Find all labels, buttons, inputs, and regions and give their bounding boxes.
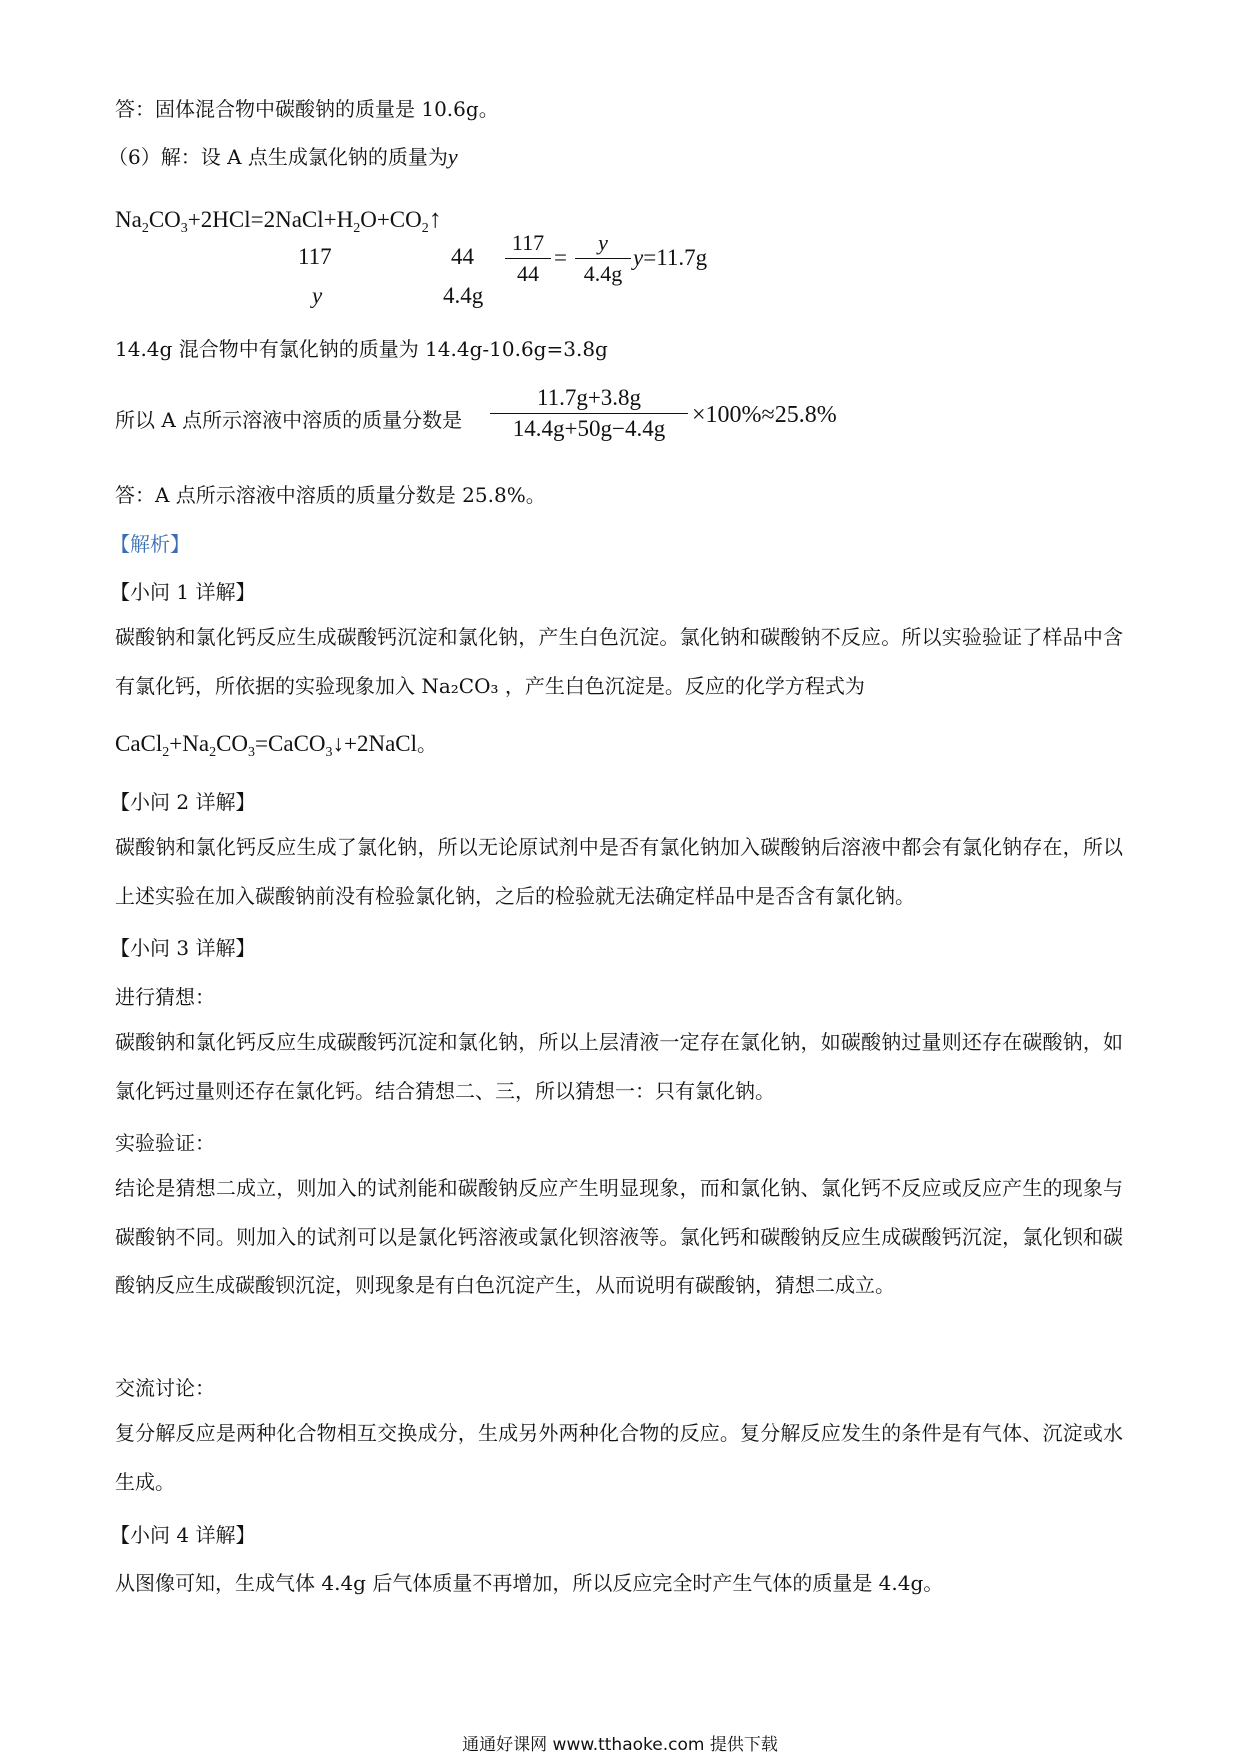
analysis-heading: 【解析】 [110,532,190,556]
ratio-equals: = [554,245,567,270]
answer-line-2: 答：A 点所示溶液中溶质的质量分数是 25.8%。 [115,483,546,507]
molar-mass-117: 117 [298,244,332,269]
equation-2: $CaCl_2+Na_2CO_3=CaCO_3↓+2NaCl$。 [115,731,438,760]
ratio-fraction-1: 117 44 [505,230,551,287]
subquestion-2-heading: 【小问 2 详解】 [110,790,256,814]
page-footer: 通通好课网 www.tthaoke.com 提供下载 [462,1735,778,1755]
nacl-in-mixture-line: 14.4g 混合物中有氯化钠的质量为 14.4g-10.6g=3.8g [115,337,608,361]
subquestion-1-paragraph: 碳酸钠和氯化钙反应生成碳酸钙沉淀和氯化钠，产生白色沉淀。氯化钠和碳酸钠不反应。所以实验验证了样品中含有氯化钙，所依据的实验现象加入 Na₂CO₃ ，产生白色沉淀是。反应的化学方程式为 [115,625,1123,698]
mass-fraction-result: ×100%≈25.8% [692,402,837,428]
mass-fraction-expression: 11.7g+3.8g 14.4g+50g−4.4g [490,385,688,442]
discussion-label: 交流讨论： [115,1376,215,1400]
question-6-variable: y [447,144,458,169]
subquestion-4-paragraph: 从图像可知，生成气体 4.4g 后气体质量不再增加，所以反应完全时产生气体的质量是 4.4g。 [115,1571,944,1595]
hypothesis-paragraph: 碳酸钠和氯化钙反应生成碳酸钙沉淀和氯化钠，所以上层清液一定存在氯化钠，如碳酸钠过量则还存在碳酸钠，如氯化钙过量则还存在氯化钙。结合猜想二、三，所以猜想一：只有氯化钠。 [115,1030,1123,1103]
molar-mass-44: 44 [451,244,474,269]
subquestion-1-heading: 【小问 1 详解】 [110,580,256,604]
question-6-text: （6）解：设 A 点生成氯化钠的质量为 [108,145,448,169]
unknown-y: y [312,283,323,308]
question-6-line [108,141,458,170]
equation-1: $Na_2CO_3+2HCl=2NaCl+H_2O+CO_2↑$ [115,204,442,236]
answer-line-1: 答：固体混合物中碳酸钠的质量是 10.6g。 [115,97,499,121]
hypothesis-label: 进行猜想： [115,985,215,1009]
ratio-fraction-2: y 4.4g [575,230,631,287]
subquestion-2-paragraph: 碳酸钠和氯化钙反应生成了氯化钠，所以无论原试剂中是否有氯化钠加入碳酸钠后溶液中都会有氯化钠存在，所以上述实验在加入碳酸钠前没有检验氯化钠，之后的检验就无法确定样品中是否含有氯化钠。 [115,835,1123,908]
subquestion-4-heading: 【小问 4 详解】 [110,1523,256,1547]
verification-paragraph: 结论是猜想二成立，则加入的试剂能和碳酸钠反应产生明显现象，而和氯化钠、氯化钙不反应或反应产生的现象与碳酸钠不同。则加入的试剂可以是氯化钙溶液或氯化钡溶液等。氯化钙和碳酸钠反应生成碳酸钙沉淀，氯化钡和碳酸钠反应生成碳酸钡沉淀，则现象是有白色沉淀产生，从而说明有碳酸钠，猜想二成立。 [115,1176,1123,1297]
discussion-paragraph: 复分解反应是两种化合物相互交换成分，生成另外两种化合物的反应。复分解反应发生的条件是有气体、沉淀或水生成。 [115,1421,1123,1494]
verification-label: 实验验证： [115,1131,215,1155]
ratio-result: y=11.7g [633,245,708,270]
subquestion-3-heading: 【小问 3 详解】 [110,936,256,960]
mass-4-4g: 4.4g [443,283,484,308]
mass-fraction-intro: 所以 A 点所示溶液中溶质的质量分数是 [115,408,463,432]
